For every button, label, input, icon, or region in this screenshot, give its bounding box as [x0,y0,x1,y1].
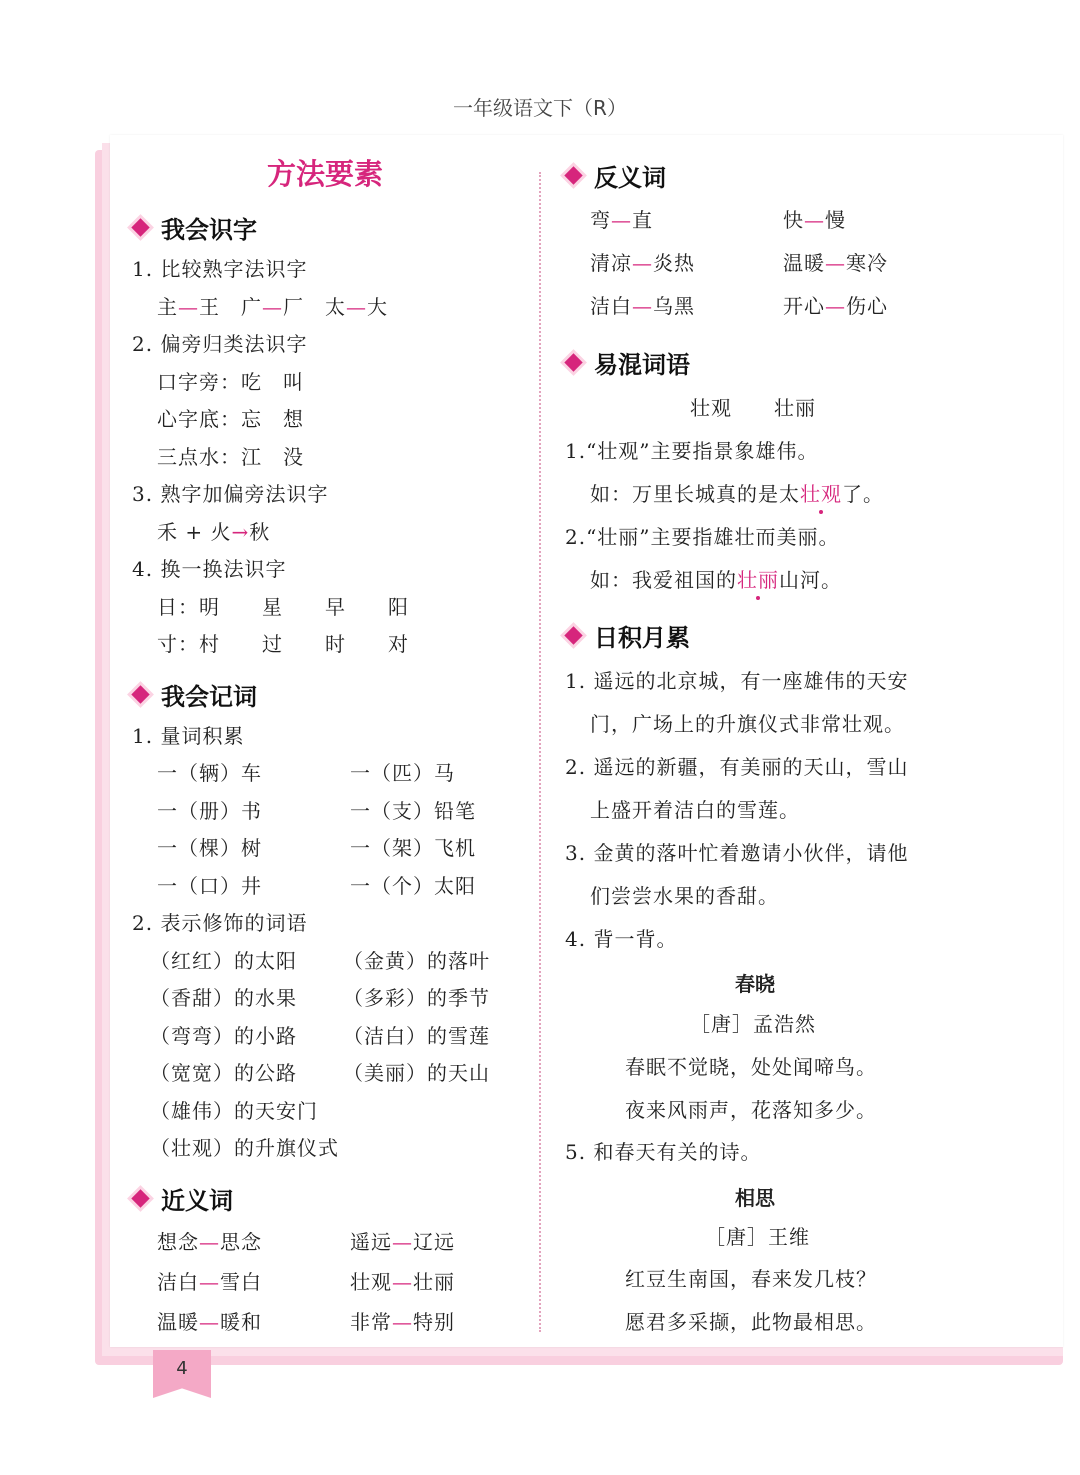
poem-line: 愿君多采撷，此物最相思。 [625,1310,877,1334]
text-line: 2. 表示修饰的词语 [132,911,308,935]
synonym-pair: 想念—思念 [157,1230,262,1254]
text-line: 1. 比较熟字法识字 [132,257,308,281]
measure-word: 一（匹）马 [350,761,455,785]
diamond-bullet-icon [131,685,149,703]
diamond-bullet-icon [131,218,149,236]
section-heading-antonyms: 反义词 [563,158,666,193]
measure-word: 一（支）铅笔 [350,799,476,823]
text-line: 2.“壮丽”主要指雄壮而美丽。 [565,525,840,549]
poem-line: 红豆生南国，春来发几枝？ [625,1267,877,1291]
measure-word: 一（辆）车 [157,761,262,785]
example-sentence: 如：万里长城真的是太壮观了。 [590,482,884,506]
synonym-pair: 洁白—雪白 [157,1270,262,1294]
text-line: 门，广场上的升旗仪式非常壮观。 [590,712,905,736]
modifier-phrase: （多彩）的季节 [343,986,490,1010]
highlighted-word: 壮观 [800,482,842,506]
diamond-bullet-icon [564,353,582,371]
poem-line: 夜来风雨声，花落知多少。 [625,1098,877,1122]
modifier-phrase: （香甜）的水果 [150,986,297,1010]
confusable-pair: 壮观 壮丽 [690,396,816,420]
diamond-bullet-icon [131,1189,149,1207]
antonym-pair: 洁白—乌黑 [590,294,695,318]
book-title: 一年级语文下（R） [453,96,627,120]
text-line: 2. 遥远的新疆，有美丽的天山，雪山 [565,755,909,779]
section-heading-confusable: 易混词语 [563,345,690,380]
page-number: 4 [176,1358,188,1379]
synonym-pair: 温暖—暖和 [157,1310,262,1334]
diamond-bullet-icon [564,626,582,644]
antonym-pair: 温暖—寒冷 [783,251,888,275]
modifier-phrase: （美丽）的天山 [343,1061,490,1085]
section-heading-jici: 我会记词 [130,677,257,712]
text-line: 4. 换一换法识字 [132,557,287,581]
antonym-pair: 开心—伤心 [783,294,888,318]
measure-word: 一（个）太阳 [350,874,476,898]
measure-word: 一（棵）树 [157,836,262,860]
text-line: 主—王 广—厂 太—大 [157,295,388,319]
modifier-phrase: （洁白）的雪莲 [343,1024,490,1048]
measure-word: 一（架）飞机 [350,836,476,860]
page-title: 方法要素 [266,157,383,191]
text-line: 日：明 星 早 阳 [157,595,409,619]
antonym-pair: 清凉—炎热 [590,251,695,275]
text-line: 口字旁：吃 叫 [157,370,304,394]
text-line: 1. 遥远的北京城，有一座雄伟的天安 [565,669,909,693]
text-line: 心字底：忘 想 [157,407,304,431]
text-line: 5. 和春天有关的诗。 [565,1140,762,1164]
measure-word: 一（口）井 [157,874,262,898]
poem-title: 相思 [735,1186,775,1210]
poem-author: ［唐］王维 [705,1225,810,1249]
measure-word: 一（册）书 [157,799,262,823]
text-line: 三点水：江 没 [157,445,304,469]
text-line: 禾 + 火→秋 [157,520,271,544]
modifier-phrase: （红红）的太阳 [150,949,297,973]
poem-author: ［唐］孟浩然 [690,1012,816,1036]
section-heading-shizi: 我会识字 [130,210,257,245]
synonym-pair: 壮观—壮丽 [350,1270,455,1294]
modifier-phrase: （壮观）的升旗仪式 [150,1136,339,1160]
text-line: 寸：村 过 时 对 [157,632,409,656]
text-line: 4. 背一背。 [565,927,678,951]
poem-line: 春眠不觉晓，处处闻啼鸟。 [625,1055,877,1079]
antonym-pair: 弯—直 [590,208,653,232]
modifier-phrase: （金黄）的落叶 [343,949,490,973]
text-line: 上盛开着洁白的雪莲。 [590,798,800,822]
synonym-pair: 遥远—辽远 [350,1230,455,1254]
diamond-bullet-icon [564,166,582,184]
example-sentence: 如：我爱祖国的壮丽山河。 [590,568,842,592]
synonym-pair: 非常—特别 [350,1310,455,1334]
text-line: 3. 金黄的落叶忙着邀请小伙伴，请他 [565,841,909,865]
section-heading-synonyms: 近义词 [130,1181,233,1216]
text-line: 1.“壮观”主要指景象雄伟。 [565,439,819,463]
text-line: 们尝尝水果的香甜。 [590,884,779,908]
text-line: 3. 熟字加偏旁法识字 [132,482,329,506]
column-divider [539,172,541,1332]
antonym-pair: 快—慢 [783,208,846,232]
text-line: 2. 偏旁归类法识字 [132,332,308,356]
modifier-phrase: （宽宽）的公路 [150,1061,297,1085]
modifier-phrase: （雄伟）的天安门 [150,1099,318,1123]
text-line: 1. 量词积累 [132,724,245,748]
section-heading-accumulation: 日积月累 [563,618,690,653]
modifier-phrase: （弯弯）的小路 [150,1024,297,1048]
poem-title: 春晓 [735,972,775,996]
highlighted-word: 壮丽 [737,568,779,592]
